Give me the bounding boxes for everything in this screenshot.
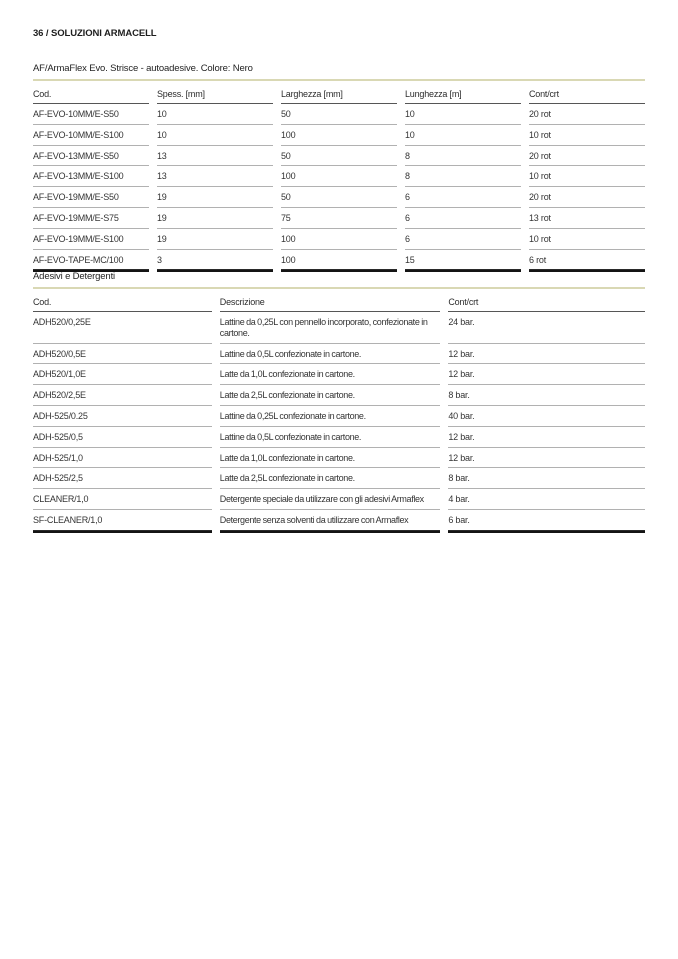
cell-value: 13 [157,146,273,167]
cell-value: 19 [157,208,273,229]
column-header: Lunghezza [m] [405,82,521,104]
cell-value: Latte da 1,0L confezionate in cartone. [220,448,441,469]
product-table-strips [25,82,653,272]
cell-value: Detergente senza solventi da utilizzare con Armaflex [220,510,441,531]
cell-value: 8 [405,166,521,187]
cell-value: 10 rot [529,166,645,187]
product-code: ADH520/1,0E [33,364,212,385]
table-row [33,364,645,385]
product-code: ADH-525/2,5 [33,468,212,489]
cell-value: Latte da 1,0L confezionate in cartone. [220,364,441,385]
accent-rule [33,287,645,289]
table-row [33,468,645,489]
cell-value: 100 [281,166,397,187]
cell-value: 40 bar. [448,406,645,427]
table-row [33,208,645,229]
section-title: Adesivi e Detergenti [33,271,116,282]
cell-value: 12 bar. [448,448,645,469]
cell-value: 20 rot [529,187,645,208]
cell-value: 3 [157,250,273,271]
cell-value: 10 [157,125,273,146]
cell-value: 4 bar. [448,489,645,510]
column-header: Descrizione [220,290,441,312]
product-code: AF-EVO-19MM/E-S50 [33,187,149,208]
product-code: AF-EVO-19MM/E-S75 [33,208,149,229]
table-row [33,250,645,271]
cell-value: 50 [281,104,397,125]
cell-value: 10 [405,104,521,125]
cell-value: 6 bar. [448,510,645,531]
product-code: SF-CLEANER/1,0 [33,510,212,531]
product-code: ADH520/2,5E [33,385,212,406]
column-header: Cod. [33,82,149,104]
column-header: Cont/crt [448,290,645,312]
cell-value: Lattine da 0,25L con pennello incorporato, confezionate in cartone. [220,312,441,344]
table-header-row [33,82,645,104]
footer-rule-segment [220,531,441,533]
table-row [33,427,645,448]
cell-value: 13 rot [529,208,645,229]
cell-value: 6 [405,208,521,229]
product-code: ADH-525/1,0 [33,448,212,469]
table-head [33,290,645,312]
cell-value: 12 bar. [448,344,645,365]
product-code: ADH520/0,5E [33,344,212,365]
cell-value: Detergente speciale da utilizzare con gli adesivi Armaflex [220,489,441,510]
cell-value: 100 [281,250,397,271]
table-row [33,448,645,469]
cell-value: 10 [405,125,521,146]
cell-value: 12 bar. [448,364,645,385]
table-row [33,385,645,406]
cell-value: 8 bar. [448,385,645,406]
section-title: AF/ArmaFlex Evo. Strisce - autoadesive. Colore: Nero [33,63,253,74]
product-code: ADH-525/0.25 [33,406,212,427]
product-code: CLEANER/1,0 [33,489,212,510]
product-code: AF-EVO-13MM/E-S50 [33,146,149,167]
table-row [33,166,645,187]
cell-value: 10 rot [529,229,645,250]
column-header: Larghezza [mm] [281,82,397,104]
cell-value: Lattine da 0,5L confezionate in cartone. [220,344,441,365]
page-number-header: 36 / SOLUZIONI ARMACELL [33,28,157,39]
cell-value: 20 rot [529,104,645,125]
table-row [33,510,645,531]
table-body [33,312,645,533]
column-header: Cont/crt [529,82,645,104]
product-code: ADH-525/0,5 [33,427,212,448]
table-row [33,187,645,208]
cell-value: 75 [281,208,397,229]
table-row [33,229,645,250]
cell-value: 20 rot [529,146,645,167]
product-code: AF-EVO-10MM/E-S50 [33,104,149,125]
table-row [33,104,645,125]
cell-value: Lattine da 0,5L confezionate in cartone. [220,427,441,448]
product-code: AF-EVO-19MM/E-S100 [33,229,149,250]
accent-rule [33,79,645,81]
table-row [33,146,645,167]
table-header-row [33,290,645,312]
table-row [33,489,645,510]
cell-value: Latte da 2,5L confezionate in cartone. [220,468,441,489]
cell-value: 6 [405,187,521,208]
cell-value: 50 [281,187,397,208]
cell-value: 10 [157,104,273,125]
cell-value: 8 [405,146,521,167]
table-row [33,406,645,427]
cell-value: 24 bar. [448,312,645,344]
product-code: ADH520/0,25E [33,312,212,344]
product-code: AF-EVO-13MM/E-S100 [33,166,149,187]
cell-value: 19 [157,187,273,208]
cell-value: 15 [405,250,521,271]
product-table-adhesives [25,290,653,533]
table-body [33,104,645,272]
section-armaflex-evo-strips [33,63,645,272]
cell-value: 13 [157,166,273,187]
cell-value: Lattine da 0,25L confezionate in cartone. [220,406,441,427]
cell-value: 8 bar. [448,468,645,489]
product-code: AF-EVO-10MM/E-S100 [33,125,149,146]
column-header: Spess. [mm] [157,82,273,104]
cell-value: Latte da 2,5L confezionate in cartone. [220,385,441,406]
table-head [33,82,645,104]
cell-value: 6 [405,229,521,250]
cell-value: 12 bar. [448,427,645,448]
footer-rule-segment [33,531,212,533]
cell-value: 6 rot [529,250,645,271]
footer-rule-segment [448,531,645,533]
table-footer-rule [33,531,645,533]
table-row [33,312,645,344]
cell-value: 19 [157,229,273,250]
cell-value: 100 [281,229,397,250]
product-code: AF-EVO-TAPE-MC/100 [33,250,149,271]
table-row [33,344,645,365]
cell-value: 10 rot [529,125,645,146]
cell-value: 50 [281,146,397,167]
section-adhesives-cleaners [33,271,645,533]
table-row [33,125,645,146]
column-header: Cod. [33,290,212,312]
cell-value: 100 [281,125,397,146]
